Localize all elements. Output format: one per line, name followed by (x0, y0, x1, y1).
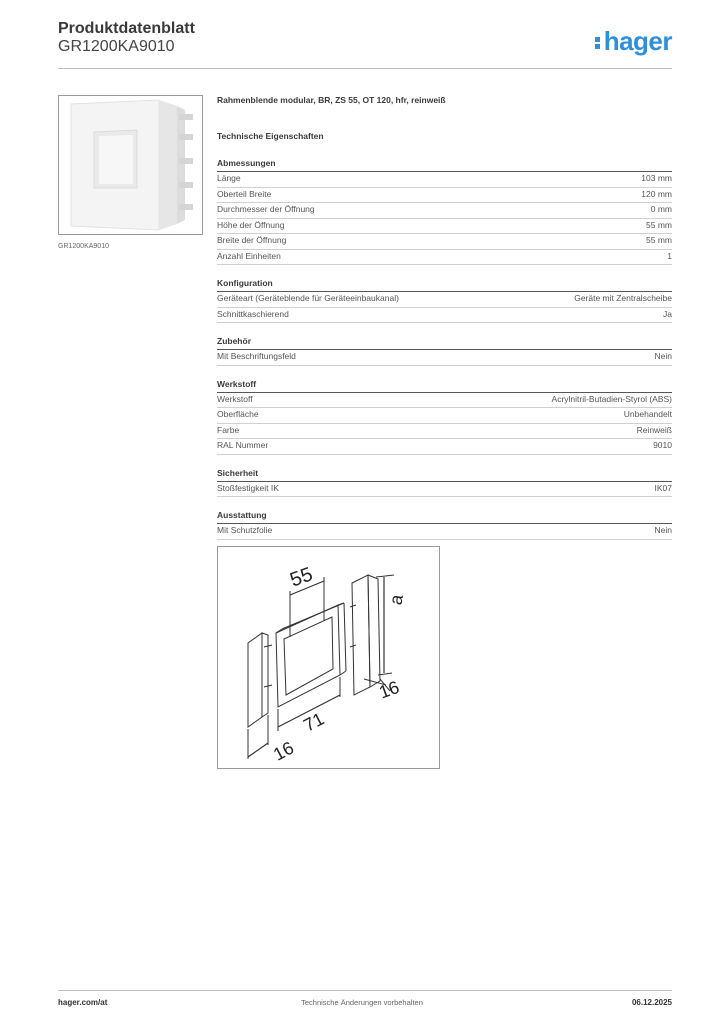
section-safety (217, 467, 672, 498)
section-title: Ausstattung (217, 509, 672, 524)
row-value: IK07 (654, 482, 672, 493)
footer-divider (58, 990, 672, 991)
product-photo-illustration (59, 96, 202, 234)
row-value: 0 mm (650, 204, 672, 214)
section-title: Konfiguration (217, 277, 672, 292)
table-row (217, 203, 672, 219)
row-label: RAL Nummer (217, 440, 269, 450)
table-row (217, 292, 672, 308)
section-dimensions (217, 157, 672, 265)
row-value: 55 mm (646, 219, 672, 230)
row-value: Nein (654, 351, 672, 361)
dim-55-label: 55 (287, 563, 316, 592)
row-value: Nein (654, 525, 672, 535)
hager-logo (594, 26, 672, 57)
technical-drawing-illustration (218, 547, 439, 768)
dim-71-label: 71 (300, 708, 328, 736)
table-row (217, 234, 672, 250)
row-value: Geräte mit Zentralscheibe (574, 293, 672, 303)
row-label: Höhe der Öffnung (217, 219, 285, 230)
row-label: Werkstoff (217, 393, 253, 404)
table-row (217, 408, 672, 424)
technical-drawing (217, 546, 440, 769)
row-label: Durchmesser der Öffnung (217, 204, 315, 214)
row-label: Geräteart (Geräteblende für Geräteeinbaukanal) (217, 293, 399, 303)
product-image (58, 95, 203, 235)
section-title: Sicherheit (217, 467, 672, 482)
row-value: 9010 (653, 440, 672, 450)
row-label: Farbe (217, 424, 240, 435)
article-number: GR1200KA9010 (58, 38, 175, 55)
dim-16-right-label: 16 (376, 676, 402, 703)
header-divider (58, 68, 672, 69)
table-row (217, 393, 672, 409)
logo-dots-icon (594, 35, 602, 51)
row-label: Oberfläche (217, 409, 259, 419)
section-title: Abmessungen (217, 157, 672, 172)
footer-notice: Technische Änderungen vorbehalten (301, 998, 423, 1007)
section-accessories (217, 335, 672, 366)
table-row (217, 439, 672, 455)
table-row (217, 172, 672, 188)
table-row (217, 250, 672, 266)
tech-properties-heading: Technische Eigenschaften (217, 131, 324, 141)
table-row (217, 188, 672, 204)
table-row (217, 482, 672, 498)
section-title: Zubehör (217, 335, 672, 350)
logo-text: hager (603, 26, 672, 56)
row-label: Breite der Öffnung (217, 235, 287, 245)
section-title: Werkstoff (217, 378, 672, 393)
row-value: Ja (663, 308, 672, 319)
section-configuration (217, 277, 672, 323)
row-label: Anzahl Einheiten (217, 250, 281, 261)
footer-website[interactable]: hager.com/at (58, 998, 108, 1007)
table-row (217, 219, 672, 235)
row-value: 55 mm (646, 235, 672, 245)
table-row (217, 424, 672, 440)
product-data-content (217, 95, 672, 573)
row-value: Acrylnitril-Butadien-Styrol (ABS) (551, 393, 672, 404)
table-row (217, 350, 672, 366)
row-value: 103 mm (641, 173, 672, 183)
row-label: Mit Schutzfolie (217, 525, 273, 535)
section-material (217, 378, 672, 455)
product-image-caption: GR1200KA9010 (58, 243, 109, 250)
footer-date: 06.12.2025 (631, 998, 672, 1007)
row-label: Mit Beschriftungsfeld (217, 351, 296, 361)
row-label: Länge (217, 173, 241, 183)
dim-16-left-label: 16 (270, 737, 298, 765)
section-equipment (217, 509, 672, 540)
product-description: Rahmenblende modular, BR, ZS 55, OT 120, hfr, reinweiß (217, 95, 446, 105)
row-value: Reinweiß (636, 424, 672, 435)
document-title: Produktdatenblatt (58, 20, 195, 37)
table-row (217, 524, 672, 540)
row-label: Schnittkaschierend (217, 308, 289, 319)
row-value: Unbehandelt (623, 409, 672, 419)
dim-a-label: a (385, 592, 407, 607)
row-label: Oberteil Breite (217, 188, 272, 199)
row-label: Stoßfestigkeit IK (217, 482, 279, 493)
row-value: 1 (667, 250, 672, 261)
table-row (217, 308, 672, 324)
row-value: 120 mm (641, 188, 672, 199)
